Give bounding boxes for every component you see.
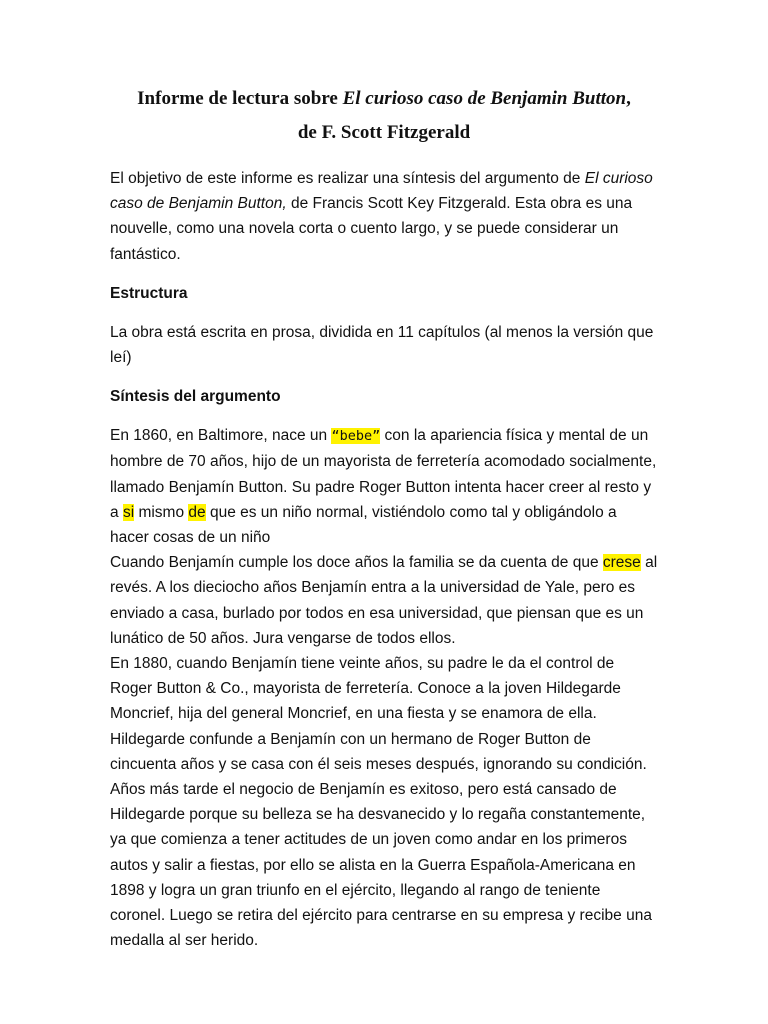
highlight-crese: crese	[602, 554, 641, 572]
estructura-paragraph: La obra está escrita en prosa, dividida en 11 capítulos (al menos la versión que leí)	[110, 323, 654, 367]
p2-text-b: al revés. A los dieciocho años Benjamín entra a la universidad de Yale, pero es enviado a casa, burlado por todos en esa universidad, que piensan que es un lunático de 50 años. Jura vengarse de todos ellos.	[110, 554, 658, 647]
document-page	[110, 0, 658, 953]
section-heading-estructura: Estructura	[110, 284, 188, 302]
document-title	[110, 0, 658, 150]
intro-paragraph	[110, 166, 658, 267]
title-author-line: de F. Scott Fitzgerald	[297, 122, 471, 143]
highlight-bebe: “bebe”	[331, 428, 381, 445]
highlight-de: de	[188, 503, 206, 521]
sintesis-p1	[110, 423, 658, 550]
intro-book-name: El curioso caso de Benjamin Button,	[110, 170, 653, 213]
p1-text-a: En 1860, en Baltimore, nace un	[110, 427, 332, 445]
title-book-name: El curioso caso de Benjamin Button	[342, 88, 627, 109]
intro-text-2: de Francis Scott Key Fitzgerald. Esta obra es una nouvelle, como una novela corta o cuento largo, y se puede considerar un fantástico.	[110, 195, 633, 263]
sintesis-paragraph	[110, 423, 658, 953]
p1-text-c: mismo	[134, 503, 189, 521]
p1-text-d: que es un niño normal, vistiéndolo como tal y obligándolo a hacer cosas de un niño	[110, 503, 617, 547]
section-heading-sintesis: Síntesis del argumento	[110, 388, 281, 406]
sintesis-p3: En 1880, cuando Benjamín tiene veinte años, su padre le da el control de Roger Button & Co., mayorista de ferretería. Conoce a la joven Hildegarde Moncrief, hija del general Moncrief, en una fiesta y se enamora de ella. Hildegarde confunde a Benjamín con un hermano de Roger Button de cincuenta años y se casa con él seis meses después, ignorando su condición. Años más tarde el negocio de Benjamín es exitoso, pero está cansado de Hildegarde porque su belleza se ha desvanecido y lo regaña constantemente, ya que comienza a tener actitudes de un joven como andar en los primeros autos y salir a fiestas, por ello se alista en la Guerra Española-Americana en 1898 y logra un gran triunfo en el ejército, llegando al rango de teniente coronel. Luego se retira del ejército para centrarse en su empresa y recibe una medalla al ser herido.	[110, 655, 652, 950]
sintesis-p2	[110, 550, 658, 651]
highlight-si: si	[122, 503, 135, 521]
title-suffix: ,	[626, 88, 631, 109]
intro-text-1: El objetivo de este informe es realizar una síntesis del argumento de	[110, 170, 585, 187]
p1-text-b: con la apariencia física y mental de un hombre de 70 años, hijo de un mayorista de ferretería acomodado socialmente, llamado Benjamín Button. Su padre Roger Button intenta hacer creer al resto y a	[110, 427, 657, 521]
p2-text-a: Cuando Benjamín cumple los doce años la familia se da cuenta de que	[110, 554, 603, 572]
title-prefix: Informe de lectura sobre	[137, 88, 343, 109]
